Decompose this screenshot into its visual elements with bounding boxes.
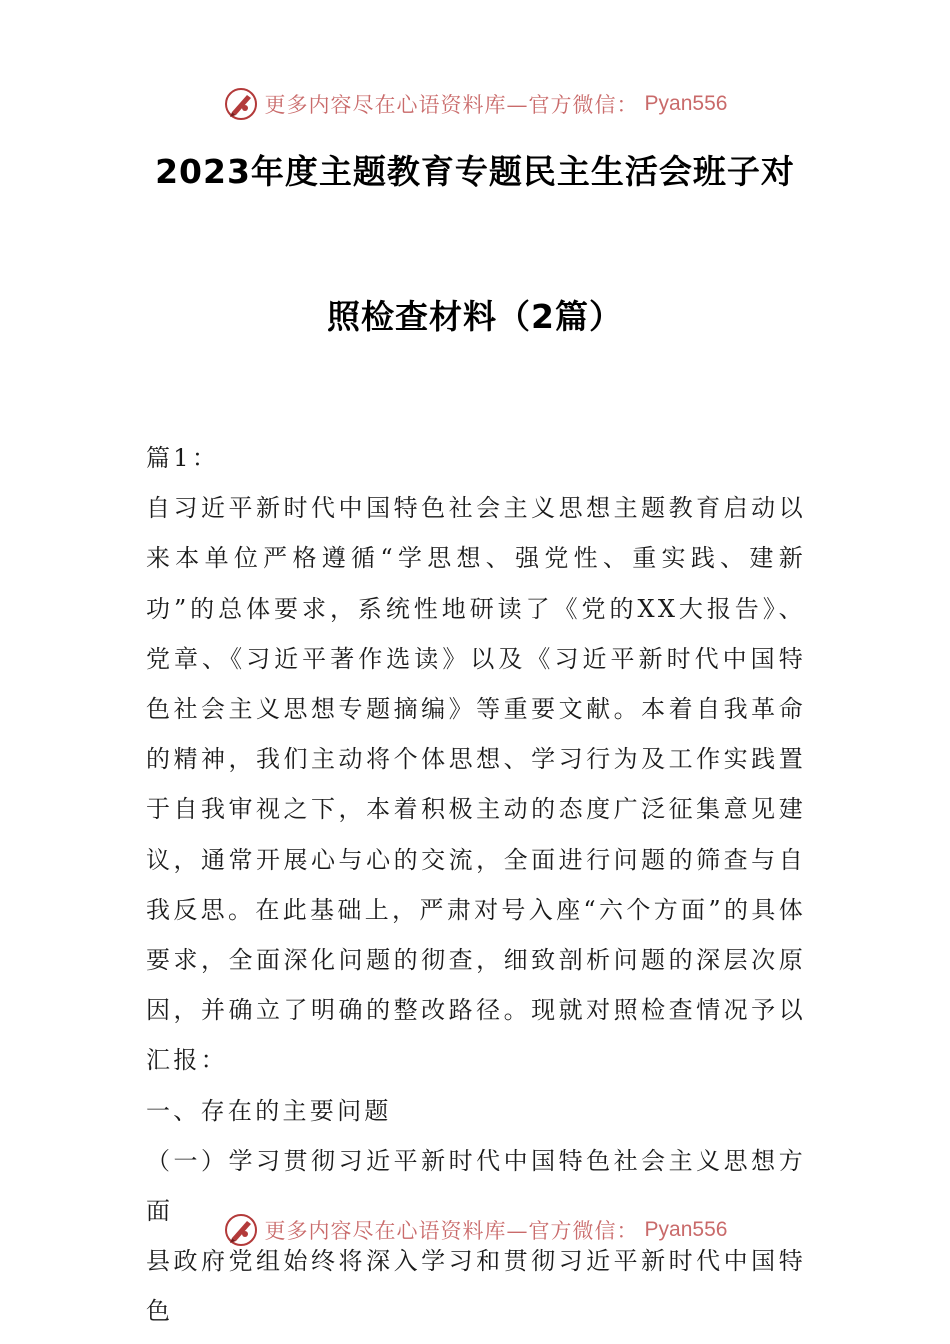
document-title-line1: 2023年度主题教育专题民主生活会班子对 xyxy=(155,152,795,191)
watermark-text: 更多内容尽在心语资料库—官方微信： xyxy=(264,1219,639,1243)
watermark-footer xyxy=(0,1210,950,1250)
section-label: 篇1： xyxy=(146,444,220,472)
watermark-code: Pyan556 xyxy=(644,92,728,115)
paragraph: 自习近平新时代中国特色社会主义思想主题教育启动以来本单位严格遵循“学思想、强党性、重实践、建新功”的总体要求，系统性地研读了《党的XX大报告》、党章、《习近平著作选读》以及《习近平新时代中国特色社会主义思想专题摘编》等重要文献。本着自我革命的精神，我们主动将个体思想、学习行为及工作实践置于自我审视之下，本着积极主动的态度广泛征集意见建议，通常开展心与心的交流，全面进行问题的筛查与自我反思。在此基础上，严肃对号入座“六个方面”的具体要求，全面深化问题的彻查，细致剖析问题的深层次原因，并确立了明确的整改路径。现就对照检查情况予以汇报： xyxy=(146,494,806,1075)
watermark-code: Pyan556 xyxy=(644,1218,728,1241)
document-body xyxy=(146,433,806,1337)
pen-logo-icon xyxy=(223,86,259,122)
document-title-line2: 照检查材料（2篇） xyxy=(327,297,623,336)
pen-logo-icon xyxy=(223,1212,259,1248)
paragraph: 县政府党组始终将深入学习和贯彻习近平新时代中国特色 xyxy=(146,1247,806,1326)
watermark-header xyxy=(0,84,950,124)
subsection-heading: （一）学习贯彻习近平新时代中国特色社会主义思想方面 xyxy=(146,1146,806,1226)
watermark-text: 更多内容尽在心语资料库—官方微信： xyxy=(264,93,639,117)
section-heading: 一、存在的主要问题 xyxy=(146,1096,392,1125)
